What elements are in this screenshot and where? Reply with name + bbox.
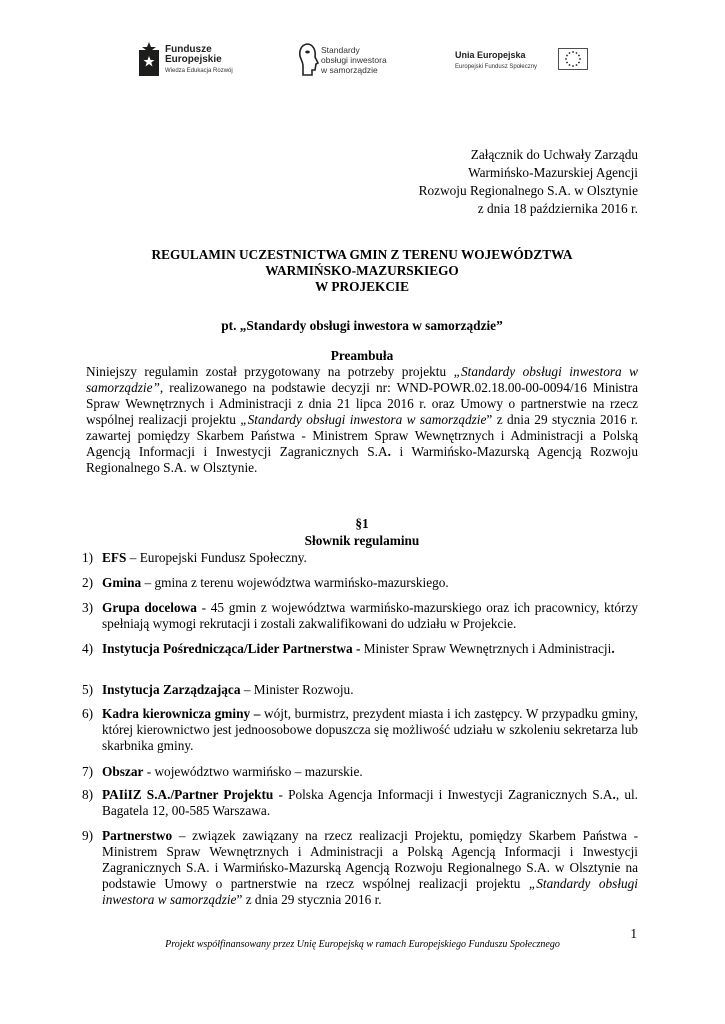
preamble-heading: Preambuła — [330, 348, 394, 363]
item-rest: , ul. Bagatela 12, 00-585 Warszawa. — [102, 787, 638, 818]
attachment-line: Warmińsko-Mazurskiej Agencji — [468, 165, 638, 180]
fe-logo-line1: Fundusze — [165, 44, 212, 55]
page-number: 1 — [630, 926, 637, 941]
eu-logo-name: Unia Europejska — [455, 50, 526, 60]
list-item — [82, 706, 638, 754]
item-rest: ” z dnia 29 stycznia 2016 r. — [236, 892, 382, 907]
list-item — [82, 764, 638, 780]
fe-logo-tagline: Wiedza Edukacja Rozwój — [165, 68, 233, 74]
item-text: wójt, burmistrz, prezydent miasta i ich zastępcy. W przypadku gminy, której kierownictwo jest jednoosobowe dopuszcza się możliwość udziału w szkoleniu sekretarza lub skarbnika gminy. — [102, 706, 638, 753]
standardy-logo-line2: obsługi inwestora — [321, 55, 387, 65]
item-number: 5) — [82, 682, 94, 697]
preamble-run: , realizowanego na podstawie decyzji nr: WND-POWR.02.18.00-00-0094/16 Ministra Spraw Wewnętrznych i Administracji z dnia 21 lipca 2016 r. oraz Umowy o partnerstwie na rzecz wspólnej realizacji projektu — [86, 380, 638, 427]
section-number: §1 — [355, 516, 369, 531]
preamble-run: Niniejszy regulamin został przygotowany na potrzeby projektu — [86, 364, 454, 379]
list-item — [82, 682, 638, 698]
item-number: 6) — [82, 706, 94, 721]
title-line: WARMIŃSKO-MAZURSKIEGO — [265, 263, 459, 278]
preamble-bold: . — [387, 444, 391, 459]
item-text: – Minister Rozwoju. — [240, 682, 354, 697]
project-subtitle: pt. „Standardy obsługi inwestora w samorządzie” — [221, 318, 503, 333]
item-term: Instytucja Zarządzająca — [102, 682, 241, 697]
list-item — [82, 600, 638, 632]
footer-note: Projekt współfinansowany przez Unię Europejską w ramach Europejskiego Funduszu Społecznego — [165, 939, 560, 950]
item-text: – związek zawiązany na rzecz realizacji Projektu, pomiędzy Skarbem Państwa - Ministrem Spraw Wewnętrznych i Administracji a Polską Agencją Informacji i Inwestycji Zagranicznych S.A. i Warmińsko-Mazurską Agencją Rozwoju Regionalnego S.A. w Olsztynie na podstawie Umowy o partnerstwie na rzecz wspólnej realizacji projektu — [102, 828, 638, 891]
preamble-italic: „Standardy obsługi inwestora w samorządzie” — [86, 364, 639, 395]
section-name: Słownik regulaminu — [304, 533, 420, 548]
attachment-line: Załącznik do Uchwały Zarządu — [470, 147, 638, 162]
item-number: 8) — [82, 787, 94, 802]
item-text: - województwo warmińsko – mazurskie. — [143, 764, 363, 779]
list-item — [82, 550, 638, 566]
item-text: Minister Spraw Wewnętrznych i Administracji — [360, 641, 612, 656]
fe-logo-line2: Europejskie — [165, 54, 222, 65]
preamble-run: ” z dnia 29 stycznia 2016 r. zawartej pomiędzy Skarbem Państwa - Ministrem Spraw Wewnętrznych i Administracji a Polską Agencją Informacji i Inwestycji Zagranicznych S.A — [86, 412, 638, 459]
item-term: EFS — [102, 550, 127, 565]
list-item — [82, 575, 638, 591]
eu-logo-tagline: Europejski Fundusz Społeczny — [455, 64, 538, 70]
standardy-logo-line1: Standardy — [321, 45, 360, 55]
list-item — [82, 787, 638, 819]
list-item — [82, 828, 638, 908]
item-term: Grupa docelowa — [102, 600, 197, 615]
item-number: 4) — [82, 641, 94, 656]
item-term: Instytucja Pośrednicząca/Lider Partnerstwa - — [102, 641, 361, 656]
title-line: W PROJEKCIE — [315, 279, 409, 294]
preamble-italic: „Standardy obsługi inwestora w samorządzie — [240, 412, 487, 427]
item-number: 3) — [82, 600, 94, 615]
preamble-run: i Warmińsko-Mazurską Agencją Rozwoju Regionalnego S.A. w Olsztynie. — [86, 444, 638, 475]
item-text: – gmina z terenu województwa warmińsko-mazurskiego. — [141, 575, 449, 590]
item-italic: „Standardy obsługi inwestora w samorządzie — [102, 876, 639, 907]
item-term: PAIiIZ S.A./Partner Projektu — [102, 787, 274, 802]
item-term: Partnerstwo — [102, 828, 173, 843]
item-term: Gmina — [102, 575, 142, 590]
item-tail: . — [612, 787, 616, 802]
attachment-line: z dnia 18 października 2016 r. — [477, 201, 638, 216]
item-text: - 45 gmin z województwa warmińsko-mazurskiego oraz ich pracownicy, którzy spełniają wymogi rekrutacji i zostali zakwalifikowani do udziału w Projekcie. — [102, 600, 638, 631]
item-term: Kadra kierownicza gminy – — [102, 706, 261, 721]
item-term: Obszar — [102, 764, 144, 779]
item-number: 7) — [82, 764, 94, 779]
list-item — [82, 641, 638, 657]
attachment-line: Rozwoju Regionalnego S.A. w Olsztynie — [418, 183, 638, 198]
item-text: - Polska Agencja Informacji i Inwestycji Zagranicznych S.A — [273, 787, 613, 802]
standardy-logo-line3: w samorządzie — [321, 65, 378, 75]
item-number: 1) — [82, 550, 94, 565]
item-number: 9) — [82, 828, 94, 843]
item-tail: . — [611, 641, 615, 656]
title-line: REGULAMIN UCZESTNICTWA GMIN Z TERENU WOJEWÓDZTWA — [151, 247, 573, 262]
item-number: 2) — [82, 575, 94, 590]
item-text: – Europejski Fundusz Społeczny. — [126, 550, 307, 565]
